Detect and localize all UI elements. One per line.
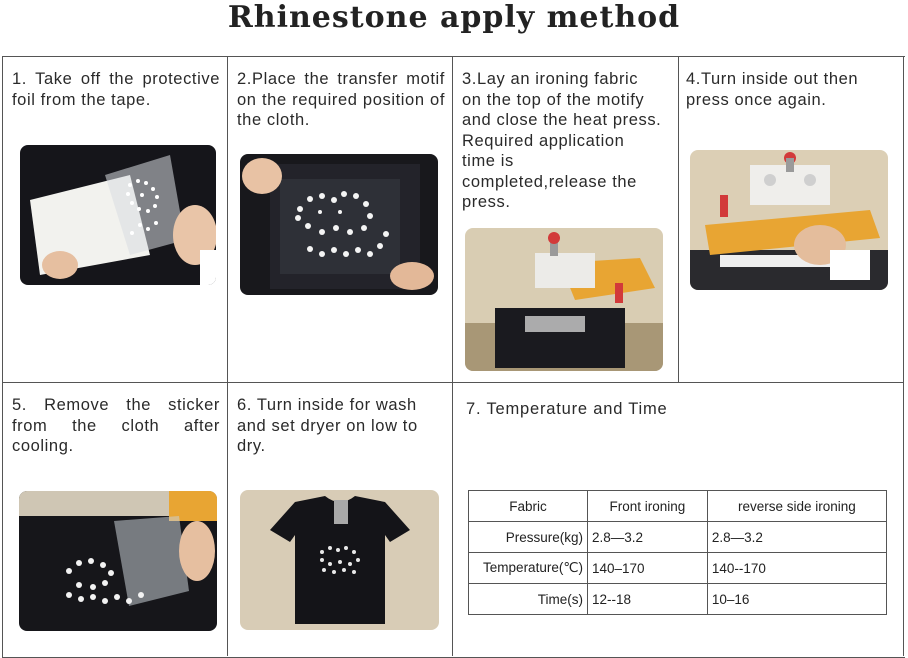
temperature-section-title: 7. Temperature and Time bbox=[466, 400, 668, 418]
table-cell: 140--170 bbox=[707, 553, 886, 584]
table-row bbox=[469, 553, 887, 584]
step-5-text: 5. Remove the sticker from the cloth after cooling. bbox=[12, 396, 220, 455]
grid-row-divider bbox=[2, 382, 904, 383]
table-row bbox=[469, 584, 887, 615]
table-header-row bbox=[469, 491, 887, 522]
table-cell: 2.8—3.2 bbox=[588, 522, 708, 553]
step-6-text: 6. Turn inside for wash and set dryer on low to dry. bbox=[237, 396, 418, 455]
finished-tshirt-photo bbox=[240, 490, 439, 630]
temperature-time-table bbox=[468, 490, 887, 615]
step-3-text: 3.Lay an ironing fabric on the top of the motify and close the heat press. Required application time is completed,release the press. bbox=[462, 70, 662, 211]
table-cell: Pressure(kg) bbox=[469, 522, 588, 553]
grid-divider-2 bbox=[452, 56, 453, 656]
peeling-transfer-sheet-photo bbox=[20, 145, 216, 285]
table-header-cell: reverse side ironing bbox=[707, 491, 886, 522]
table-cell: Time(s) bbox=[469, 584, 588, 615]
step-1-text: 1. Take off the protective foil from the tape. bbox=[12, 70, 220, 109]
table-cell: 140–170 bbox=[588, 553, 708, 584]
step-4-text: 4.Turn inside out then press once again. bbox=[686, 70, 859, 109]
grid-right-border bbox=[903, 56, 904, 656]
table-header-cell: Fabric bbox=[469, 491, 588, 522]
removing-sticker-photo bbox=[19, 491, 217, 631]
grid-divider-3 bbox=[678, 56, 679, 382]
grid-divider-1 bbox=[227, 56, 228, 656]
placing-motif-on-shirt-photo bbox=[240, 154, 438, 295]
table-cell: Temperature(℃) bbox=[469, 553, 588, 584]
heat-press-second-press-photo bbox=[690, 150, 888, 290]
table-header-cell: Front ironing bbox=[588, 491, 708, 522]
table-cell: 12--18 bbox=[588, 584, 708, 615]
page-title: Rhinestone apply method bbox=[227, 0, 681, 35]
table-cell: 10–16 bbox=[707, 584, 886, 615]
table-cell: 2.8—3.2 bbox=[707, 522, 886, 553]
step-2-text: 2.Place the transfer motif on the required position of the cloth. bbox=[237, 70, 445, 129]
table-row bbox=[469, 522, 887, 553]
heat-press-closing-photo bbox=[465, 228, 663, 371]
